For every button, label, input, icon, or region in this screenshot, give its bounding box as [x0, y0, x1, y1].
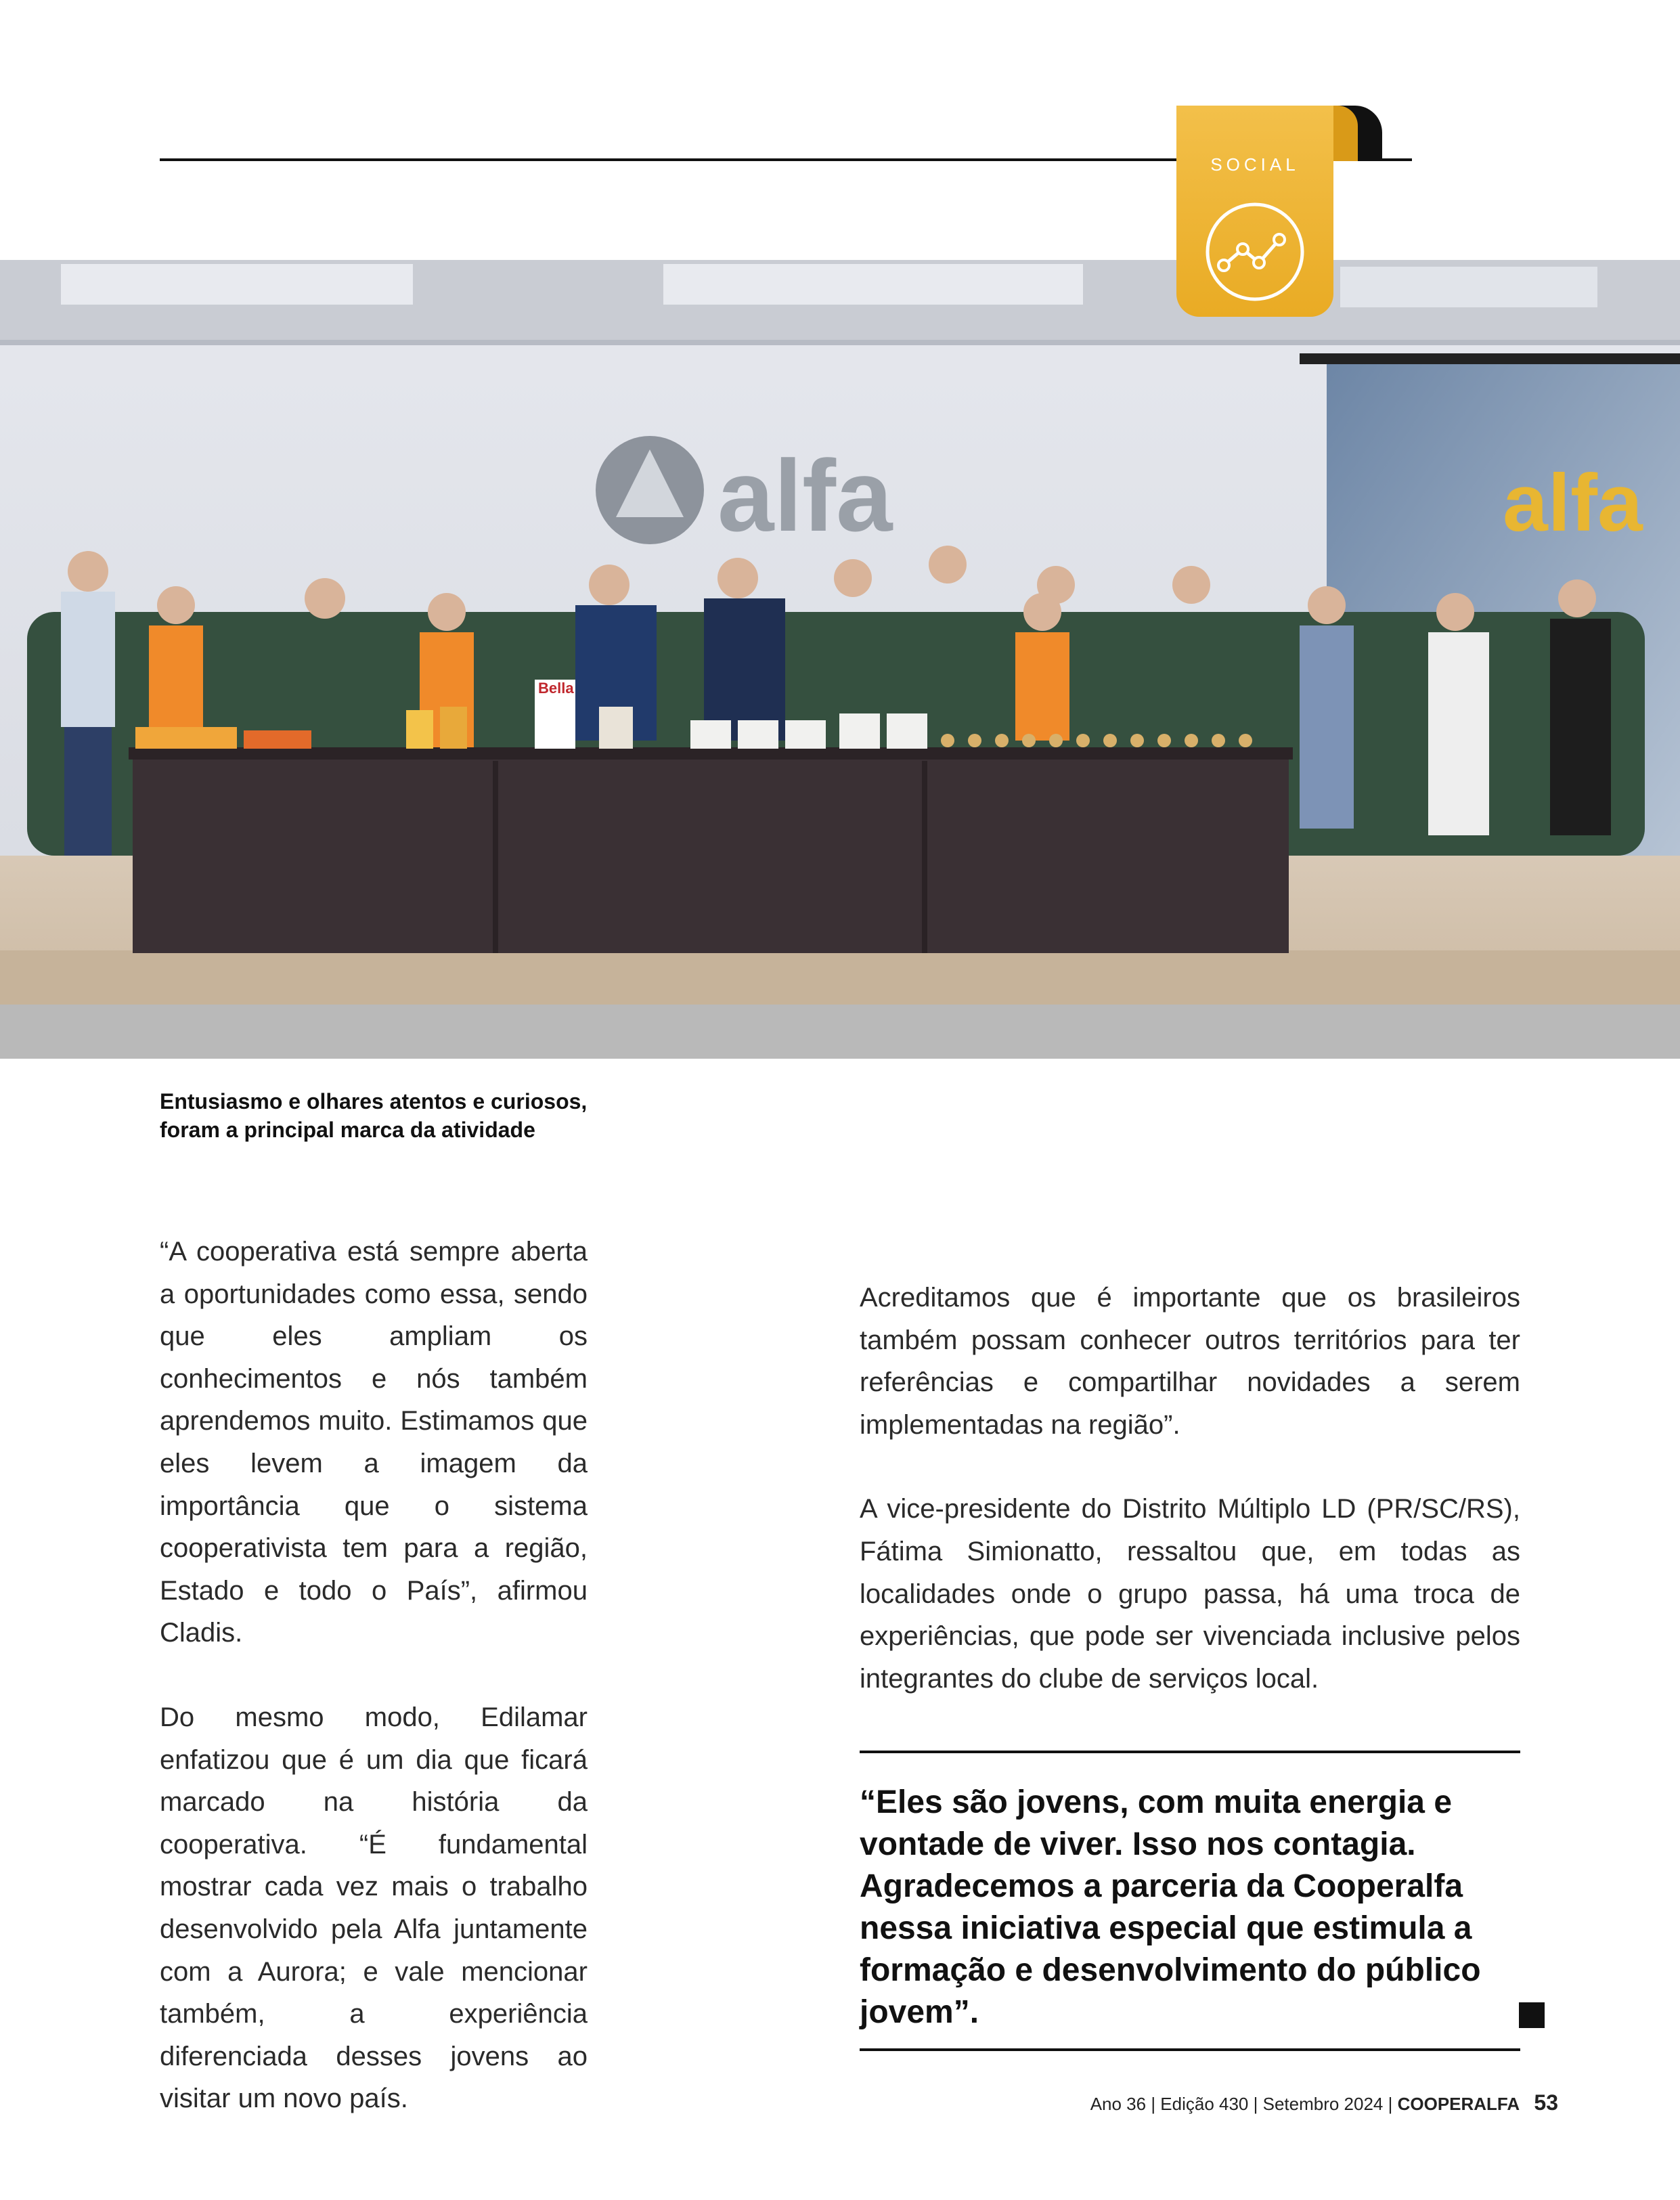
body-column-left — [160, 1231, 588, 2120]
body-column-right — [860, 1277, 1520, 1700]
caption-line-1: Entusiasmo e olhares atentos e curiosos, — [160, 1089, 588, 1114]
tab-fold — [1333, 106, 1358, 161]
caption-line-2: foram a principal marca da atividade — [160, 1118, 535, 1142]
section-label: SOCIAL — [1210, 154, 1300, 175]
group-photo — [0, 260, 1680, 1059]
body-paragraph: Do mesmo modo, Edilamar enfatizou que é um dia que ficará marcado na história da cooperativa. “É fundamental mostrar cada vez mais o trabalho desenvolvido pela Alfa juntamente com a Aurora; e vale mencionar também, a experiência diferenciada desses jovens ao visitar um novo país. — [160, 1702, 588, 2114]
page-number: 53 — [1534, 2090, 1558, 2115]
photo-caption — [160, 1087, 769, 1144]
pull-quote: “Eles são jovens, com muita energia e vontade de viver. Isso nos contagia. Agradecemos a parceria da Cooperalfa nessa iniciativa especial que estimula a formação e desenvolvimento do público jovem”. — [860, 1784, 1481, 2030]
quote-rule-top — [860, 1751, 1520, 1753]
quote-rule-bottom — [860, 2048, 1520, 2051]
body-paragraph: A vice-presidente do Distrito Múltiplo LD (PR/SC/RS), Fátima Simionatto, ressaltou que, em todas as localidades onde o grupo passa, há uma troca de experiências, que pode ser vivenciada inclusive pelos integrantes do clube de serviços local. — [860, 1494, 1520, 1694]
line-chart-icon — [1203, 200, 1306, 303]
page-footer — [1090, 2090, 1558, 2115]
footer-issue: Ano 36 | Edição 430 | Setembro 2024 | — [1090, 2094, 1393, 2114]
wall-logo-text: alfa — [717, 439, 893, 552]
footer-brand: COOPERALFA — [1397, 2094, 1520, 2114]
section-tab — [1176, 106, 1333, 317]
body-paragraph: Acreditamos que é importante que os brasileiros também possam conhecer outros territórios para ter referências e compartilhar novidades a serem implementadas na região”. — [860, 1283, 1520, 1440]
bag-label: Bella — [538, 680, 574, 697]
end-of-article-mark — [1519, 2002, 1545, 2028]
screen-logo-text: alfa — [1503, 458, 1643, 548]
body-paragraph: “A cooperativa está sempre aberta a oportunidades como essa, sendo que eles ampliam os conhecimentos e nós também aprendemos muito. Estimamos que eles levem a imagem da importância que o sistema cooperativista tem para a região, Estado e todo o País”, afirmou Cladis. — [160, 1237, 588, 1648]
